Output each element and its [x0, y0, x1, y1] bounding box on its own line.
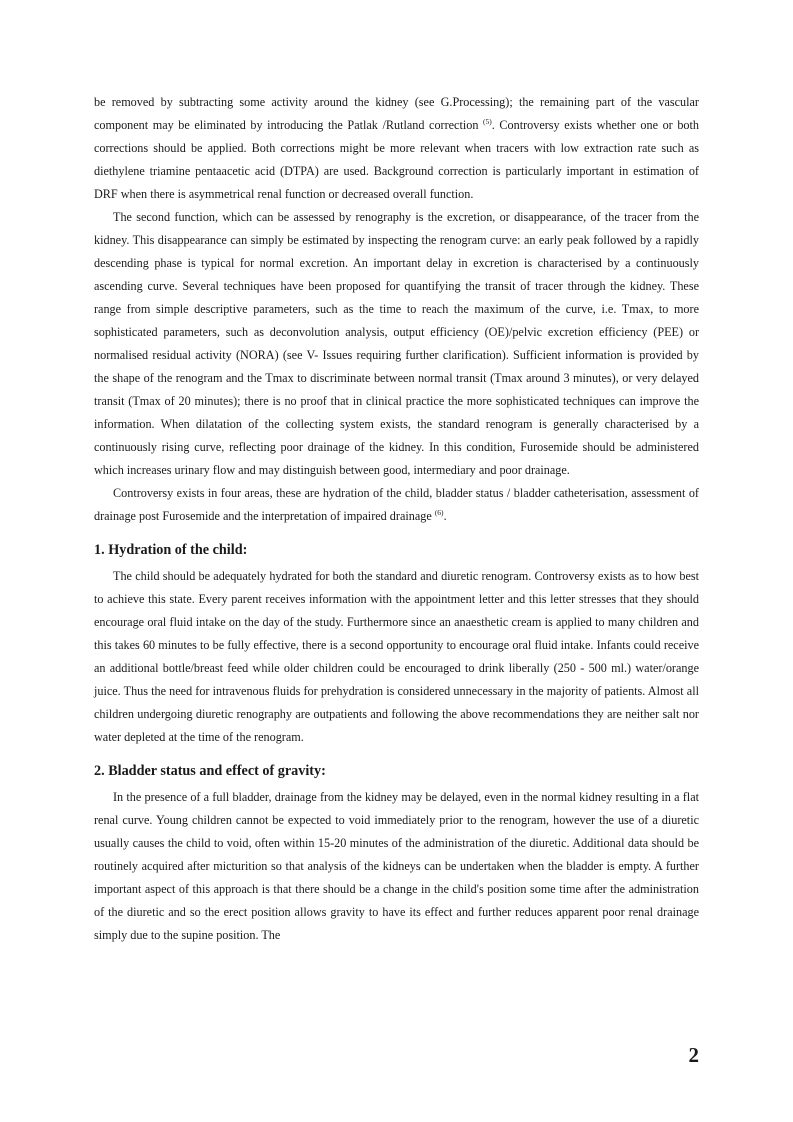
- paragraph-excretion: The second function, which can be assessed by renography is the excretion, or disappearance, of the tracer from the kidney. This disappearance can simply be estimated by inspecting the renogram curve: an early peak followed by a rapidly descending phase is typical for normal excretion. An important delay in excretion is characterised by a continuously ascending curve. Several techniques have been proposed for quantifying the transit of tracer through the kidney. These range from simple descriptive parameters, such as the time to reach the maximum of the curve, i.e. Tmax, to more sophisticated parameters, such as deconvolution analysis, output efficiency (OE)/pelvic excretion efficiency (PEE) or normalised residual activity (NORA) (see V- Issues requiring further clarification). Sufficient information is provided by the shape of the renogram and the Tmax to discriminate between normal transit (Tmax around 3 minutes), or very delayed transit (Tmax of 20 minutes); there is no proof that in clinical practice the more sophisticated techniques can improve the information. When dilatation of the collecting system exists, the standard renogram is generally characterised by a continuously rising curve, reflecting poor drainage of the kidney. In this condition, Furosemide should be administered which increases urinary flow and may distinguish between good, intermediary and poor drainage.: [94, 210, 699, 477]
- paragraph-text-continued: . Controversy exists whether one or both corrections should be applied. Both corrections might be more relevant when tracers with low extraction rate such as diethylene triamine pentaacetic acid (DTPA) are used. Background correction is particularly important in estimation of DRF when there is asymmetrical renal function or decreased overall function.: [94, 118, 699, 201]
- paragraph-bladder-status: In the presence of a full bladder, drainage from the kidney may be delayed, even in the normal kidney resulting in a flat renal curve. Young children cannot be expected to void immediately prior to the renogram, however the use of a diuretic usually causes the child to void, often within 15-20 minutes of the administration of the diuretic. Additional data should be routinely acquired after micturition so that analysis of the kidneys can be undertaken when the bladder is empty. A further important aspect of this approach is that there should be a change in the child's position some time after the administration of the diuretic and so the erect position allows gravity to have its effect and further reduces apparent poor renal drainage simply due to the supine position. The: [94, 790, 699, 942]
- paragraph-correction-methods: [94, 91, 699, 206]
- page-number: 2: [688, 1043, 699, 1067]
- reference-superscript: (6): [434, 508, 444, 517]
- section-heading-bladder-status: 2. Bladder status and effect of gravity:: [94, 763, 326, 779]
- paragraph-text: be removed by subtracting some activity around the kidney (see G.Processing); the remaining part of the vascular component may be eliminated by introducing the Patlak /Rutland correction: [94, 95, 699, 132]
- paragraph-text-continued: .: [443, 509, 447, 523]
- reference-superscript: (5): [483, 117, 492, 126]
- paragraph-controversy: [94, 482, 699, 528]
- paragraph-text: Controversy exists in four areas, these are hydration of the child, bladder status / bladder catheterisation, assessment of drainage post Furosemide and the interpretation of impaired drainage: [94, 486, 699, 523]
- body-text: [94, 91, 699, 947]
- section-heading-hydration: 1. Hydration of the child:: [94, 542, 248, 558]
- paragraph-hydration: The child should be adequately hydrated for both the standard and diuretic renogram. Controversy exists as to how best to achieve this state. Every parent receives information with the appointment letter and this letter stresses that they should encourage oral fluid intake on the day of the study. Furthermore since an anaesthetic cream is applied to many children and this takes 60 minutes to be fully effective, there is a second opportunity to encourage oral fluid intake. Infants could receive an additional bottle/breast feed while older children could be encouraged to drink liberally (250 - 500 ml.) water/orange juice. Thus the need for intravenous fluids for prehydration is considered unnecessary in the majority of patients. Almost all children undergoing diuretic renography are outpatients and following the above recommendations they are neither salt nor water depleted at the time of the renogram.: [94, 569, 699, 744]
